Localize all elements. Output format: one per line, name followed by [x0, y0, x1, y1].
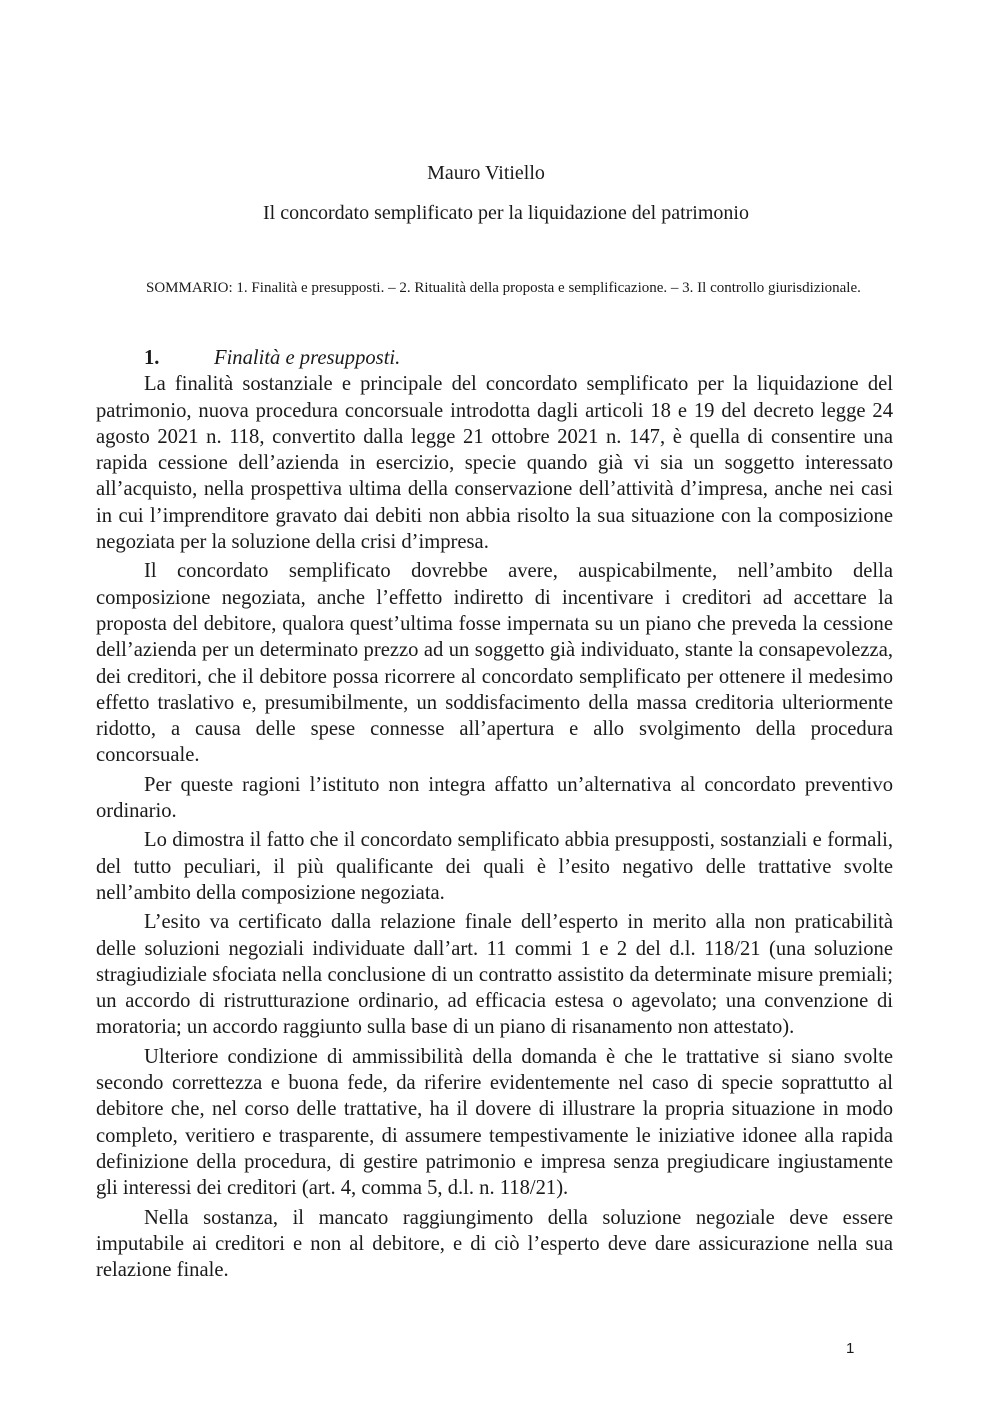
- page-number: 1: [846, 1340, 855, 1357]
- document-title: Il concordato semplificato per la liquidazione del patrimonio: [263, 202, 749, 224]
- section-number: 1.: [144, 347, 160, 369]
- paragraph-2: Il concordato semplificato dovrebbe avere, auspicabilmente, nell’ambito della composizione negoziata, anche l’effetto indiretto di incentivare i creditori ad accettare la proposta del debitore, qualora quest’ultima fosse impernata su un piano che preveda la cessione dell’azienda per un determinato prezzo ad un soggetto già individuato, stante la consapevolezza, dei creditori, che il debitore possa ricorrere al concordato semplificato per ottenere il medesimo effetto traslativo e, presumibilmente, un soddisfacimento della massa creditoria ulteriormente ridotto, a causa delle spese connesse all’apertura e allo svolgimento della procedura concorsuale.: [96, 560, 893, 767]
- paragraph-5: L’esito va certificato dalla relazione finale dell’esperto in merito alla non praticabilità delle soluzioni negoziali individuate dall’art. 11 commi 1 e 2 del d.l. 118/21 (una soluzione stragiudiziale sfociata nella conclusione di un contratto assistito da determinate misure premiali; un accordo di ristrutturazione ordinario, ad efficacia estesa o agevolato; una convenzione di moratoria; un accordo raggiunto sulla base di un piano di risanamento non attestato).: [96, 911, 893, 1039]
- paragraph-7: Nella sostanza, il mancato raggiungimento della soluzione negoziale deve essere imputabile ai creditori e non al debitore, e di ciò l’esperto deve dare assicurazione nella sua relazione finale.: [96, 1206, 893, 1282]
- author-name: Mauro Vitiello: [427, 162, 545, 184]
- paragraph-1: La finalità sostanziale e principale del concordato semplificato per la liquidazione del patrimonio, nuova procedura concorsuale introdotta dagli articoli 18 e 19 del decreto legge 24 agosto 2021 n. 118, convertito dalla legge 21 ottobre 2021 n. 147, è quella di consentire una rapida cessione dell’azienda in esercizio, specie quando già vi sia un soggetto interessato all’acquisto, nella prospettiva ultima della conservazione dell’attività d’impresa, anche nei casi in cui l’imprenditore gravato dai debiti non abbia risolto la sua situazione con la composizione negoziata per la soluzione della crisi d’impresa.: [96, 373, 893, 554]
- summary: SOMMARIO: 1. Finalità e presupposti. – 2. Ritualità della proposta e semplificazione. – 3. Il controllo giurisdizionale.: [146, 280, 861, 296]
- paragraph-4: Lo dimostra il fatto che il concordato semplificato abbia presupposti, sostanziali e formali, del tutto peculiari, il più qualificante dei quali è l’esito negativo delle trattative svolte nell’ambito della composizione negoziata.: [96, 829, 893, 904]
- section-heading: [96, 345, 893, 371]
- section-title: Finalità e presupposti.: [214, 347, 401, 369]
- document-body: [96, 345, 893, 1286]
- paragraph-3: Per queste ragioni l’istituto non integra affatto un’alternativa al concordato preventivo ordinario.: [96, 773, 893, 823]
- paragraph-6: Ulteriore condizione di ammissibilità della domanda è che le trattative si siano svolte secondo correttezza e buona fede, da riferire evidentemente nel caso di specie soprattutto al debitore che, nel corso delle trattative, ha il dovere di illustrare la propria situazione in modo completo, veritiero e trasparente, di assumere tempestivamente le iniziative idonee alla rapida definizione della procedura, di gestire patrimonio e impresa senza pregiudicare ingiustamente gli interessi dei creditori (art. 4, comma 5, d.l. n. 118/21).: [96, 1045, 893, 1200]
